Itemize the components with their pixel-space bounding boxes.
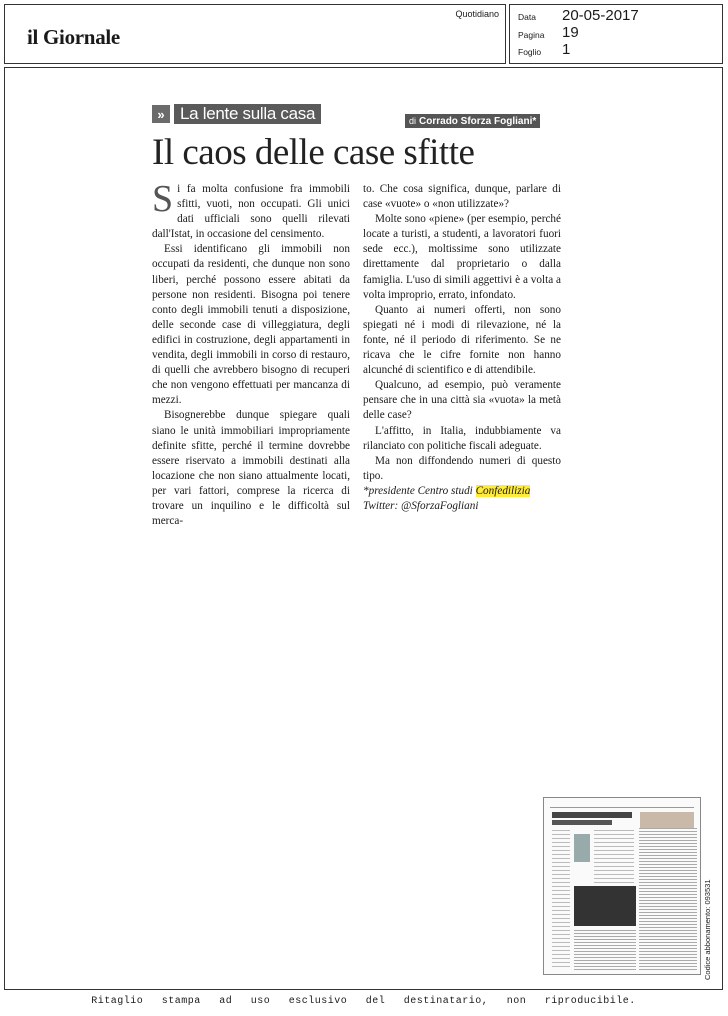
signature-org: Confedilizia — [475, 484, 531, 497]
author-signature — [363, 484, 561, 499]
paragraph: Essi identificano gli immobili non occupati da residenti, che dunque non sono liberi, perché possono essere abitati da persone non residenti. Bisogna poi tenere conto degli immobili tenuti a disposizione, delle seconde case di villeggiatura, degli edifici in costruzione, degli appartamenti in vendita, degli immobili in corso di restauro, di quelli che avrebbero bisogno di recuperi che non vengono effettuati per mancanza di mezzi. — [152, 243, 350, 407]
header-masthead-box — [4, 4, 506, 64]
data-label: Data — [518, 12, 536, 22]
article-column-1 — [152, 178, 350, 529]
paragraph: to. Che cosa significa, dunque, parlare di case «vuote» o «non utilizzate»? — [363, 183, 561, 211]
paragraph: Qualcuno, ad esempio, può veramente pensare che in una città sia «vuota» la metà delle case? — [363, 379, 561, 422]
newspaper-name: il Giornale — [27, 25, 120, 49]
frequency-label: Quotidiano — [455, 9, 499, 19]
rubric — [152, 104, 321, 124]
data-value: 20-05-2017 — [562, 7, 639, 24]
rubric-label: La lente sulla casa — [174, 104, 321, 124]
paragraph: Bisognerebbe dunque spiegare quali siano le unità immobiliari impropriamente definite sfitte, perché il termine dovrebbe essere riservato a immobili destinati alla locazione che non siano attualmente locati, per vari fattori, comprese la ricerca di trovare un inquilino e le difficoltà sul merca- — [152, 409, 350, 528]
paragraph: Molte sono «piene» (per esempio, perché locate a turisti, a studenti, a lavoratori fuori sede ecc.), moltissime sono utilizzate direttamente dal proprietario o dalla famiglia. L'uso di simili aggettivi è a volta a volta improprio, errato, infondato. — [363, 213, 561, 301]
page-thumbnail — [543, 797, 701, 975]
drop-cap: S — [152, 178, 174, 220]
header-meta-box — [509, 4, 723, 64]
paragraph — [152, 178, 350, 242]
footer-notice: Ritaglio stampa ad uso esclusivo del destinatario, non riproducibile. — [91, 996, 636, 1007]
byline — [405, 114, 540, 128]
byline-author: Corrado Sforza Fogliani* — [419, 116, 537, 127]
subscription-code: Codice abbonamento: 093531 — [703, 879, 712, 980]
paragraph-text: i fa molta confusione fra immobili sfitti, vuoti, non occupati. Gli unici dati ufficiali sono quelli rilevati dall'Istat, in occasione del censimento. — [152, 183, 350, 241]
pagina-label: Pagina — [518, 30, 545, 40]
author-twitter: Twitter: @SforzaFogliani — [363, 499, 479, 512]
paragraph: Ma non diffondendo numeri di questo tipo. — [363, 454, 561, 482]
byline-prefix: di — [409, 116, 417, 126]
signature-prefix: *presidente Centro studi — [363, 484, 476, 497]
article-headline: Il caos delle case sfitte — [152, 132, 475, 173]
paragraph: L'affitto, in Italia, indubbiamente va rilanciato con politiche fiscali adeguate. — [363, 424, 561, 452]
paragraph: Quanto ai numeri offerti, non sono spiegati né i modi di rilevazione, né la fonte, né il periodo di riferimento. Se ne ricava che le cifre fornite non hanno alcunché di scientifico e di attendibile. — [363, 303, 561, 377]
pagina-value: 19 — [562, 24, 579, 41]
foglio-value: 1 — [562, 41, 571, 58]
double-chevron-icon: » — [152, 105, 170, 123]
foglio-label: Foglio — [518, 47, 542, 57]
article-column-2 — [363, 182, 561, 514]
